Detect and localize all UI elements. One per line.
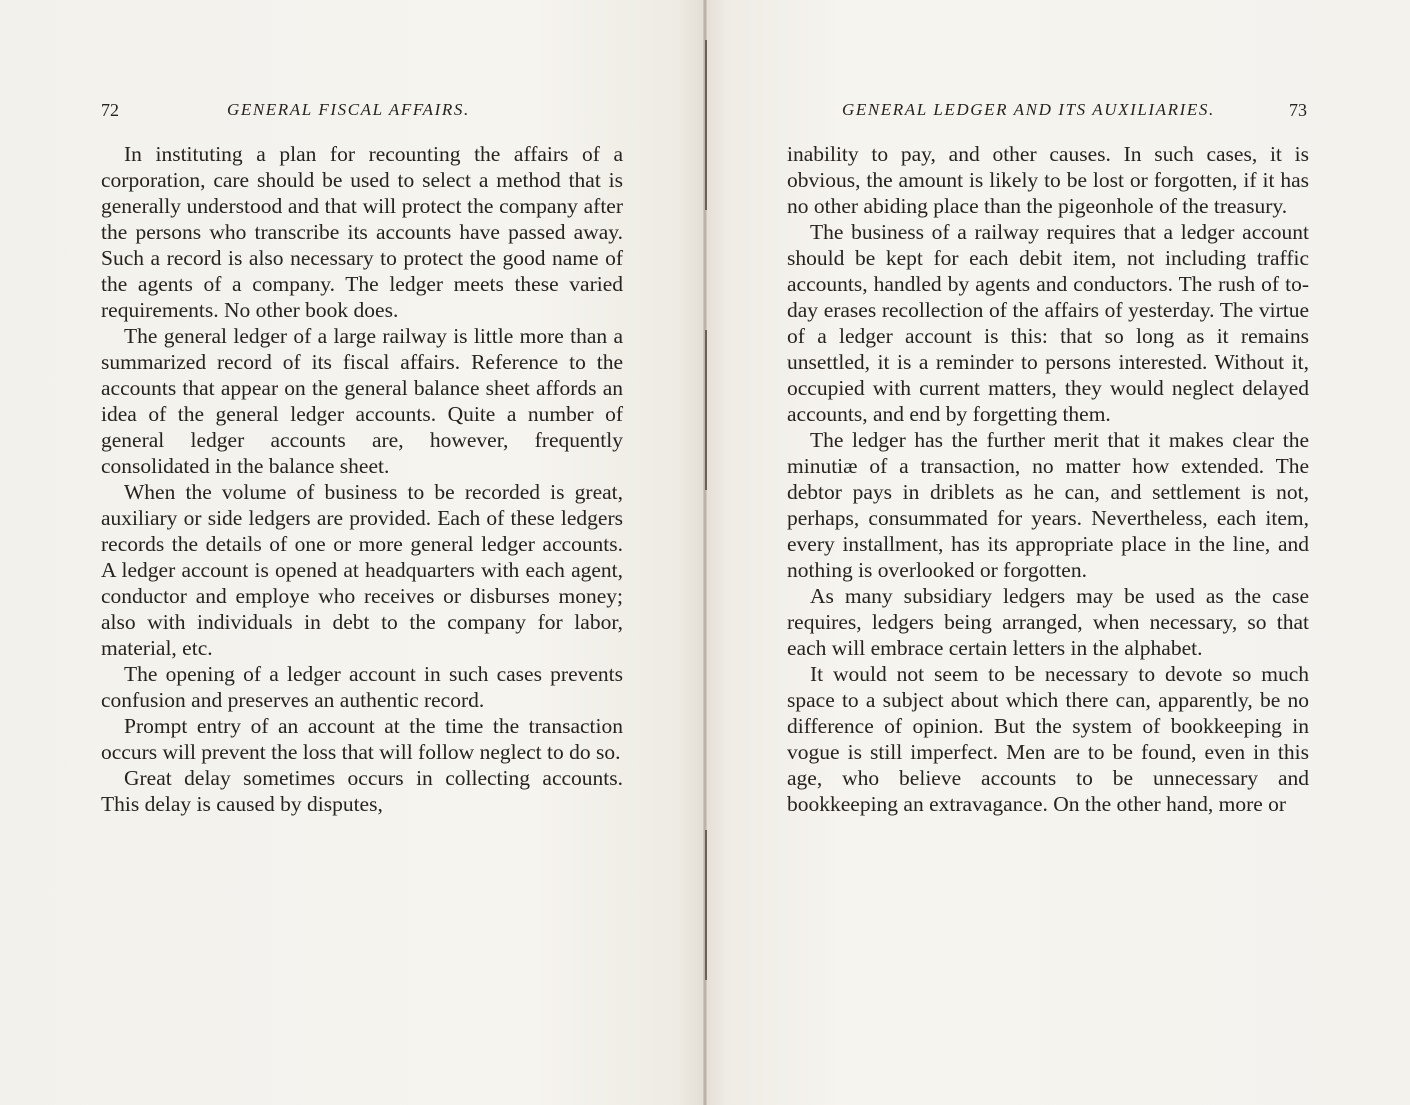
paragraph: When the volume of business to be recorded is great, auxiliary or side ledgers are provided. Each of these ledgers records the details of one or more general ledger accounts. A ledger account is opened at headquarters with each agent, conductor and employe who receives or disburses money; also with individuals in debt to the company for labor, material, etc. <box>101 480 623 660</box>
gutter-shadow <box>705 830 707 980</box>
paragraph: Great delay sometimes occurs in collecting accounts. This delay is caused by disputes, <box>101 766 623 816</box>
paragraph-continuation: inability to pay, and other causes. In such cases, it is obvious, the amount is likely to be lost or forgotten, if it has no other abiding place than the pigeonhole of the treasury. <box>787 142 1309 218</box>
right-page <box>706 0 1410 1105</box>
paragraph: The business of a railway requires that a ledger account should be kept for each debit item, not including traffic accounts, handled by agents and conductors. The rush of to-day erases recollection of the affairs of yesterday. The virtue of a ledger account is this: that so long as it remains unsettled, it is a reminder to persons interested. Without it, occupied with current matters, they would neglect delayed accounts, and end by forgetting them. <box>787 220 1309 426</box>
gutter-shadow <box>705 40 707 210</box>
paragraph: It would not seem to be necessary to devote so much space to a subject about which there can, apparently, be no difference of opinion. But the system of bookkeeping in vogue is still imperfect. Men are to be found, even in this age, who believe accounts to be unnecessary and bookkeeping an extravagance. On the other hand, more or <box>787 662 1309 816</box>
gutter-shadow <box>705 330 707 490</box>
running-head: GENERAL LEDGER AND ITS AUXILIARIES. <box>842 100 1215 119</box>
left-page-body <box>101 141 623 817</box>
running-head: GENERAL FISCAL AFFAIRS. <box>227 100 470 119</box>
paragraph: Prompt entry of an account at the time the transaction occurs will prevent the loss that will follow neglect to do so. <box>101 714 623 764</box>
page-number: 73 <box>1289 100 1307 120</box>
paragraph: The general ledger of a large railway is little more than a summarized record of its fiscal affairs. Reference to the accounts that appear on the general balance sheet affords an idea of the general ledger accounts. Quite a number of general ledger accounts are, however, frequently consolidated in the balance sheet. <box>101 324 623 478</box>
paragraph: The opening of a ledger account in such cases prevents confusion and preserves an authentic record. <box>101 662 623 712</box>
paragraph: The ledger has the further merit that it makes clear the minutiæ of a transaction, no matter how extended. The debtor pays in driblets as he can, and settlement is not, perhaps, consummated for years. Nevertheless, each item, every installment, has its appropriate place in the line, and nothing is overlooked or forgotten. <box>787 428 1309 582</box>
paragraph: In instituting a plan for recounting the affairs of a corporation, care should be used to select a method that is generally understood and that will protect the company after the persons who transcribe its accounts have passed away. Such a record is also necessary to protect the good name of the agents of a company. The ledger meets these varied requirements. No other book does. <box>101 142 623 322</box>
page-number: 72 <box>101 100 119 120</box>
right-page-body <box>787 141 1309 817</box>
paragraph: As many subsidiary ledgers may be used as the case requires, ledgers being arranged, when necessary, so that each will embrace certain letters in the alphabet. <box>787 584 1309 660</box>
